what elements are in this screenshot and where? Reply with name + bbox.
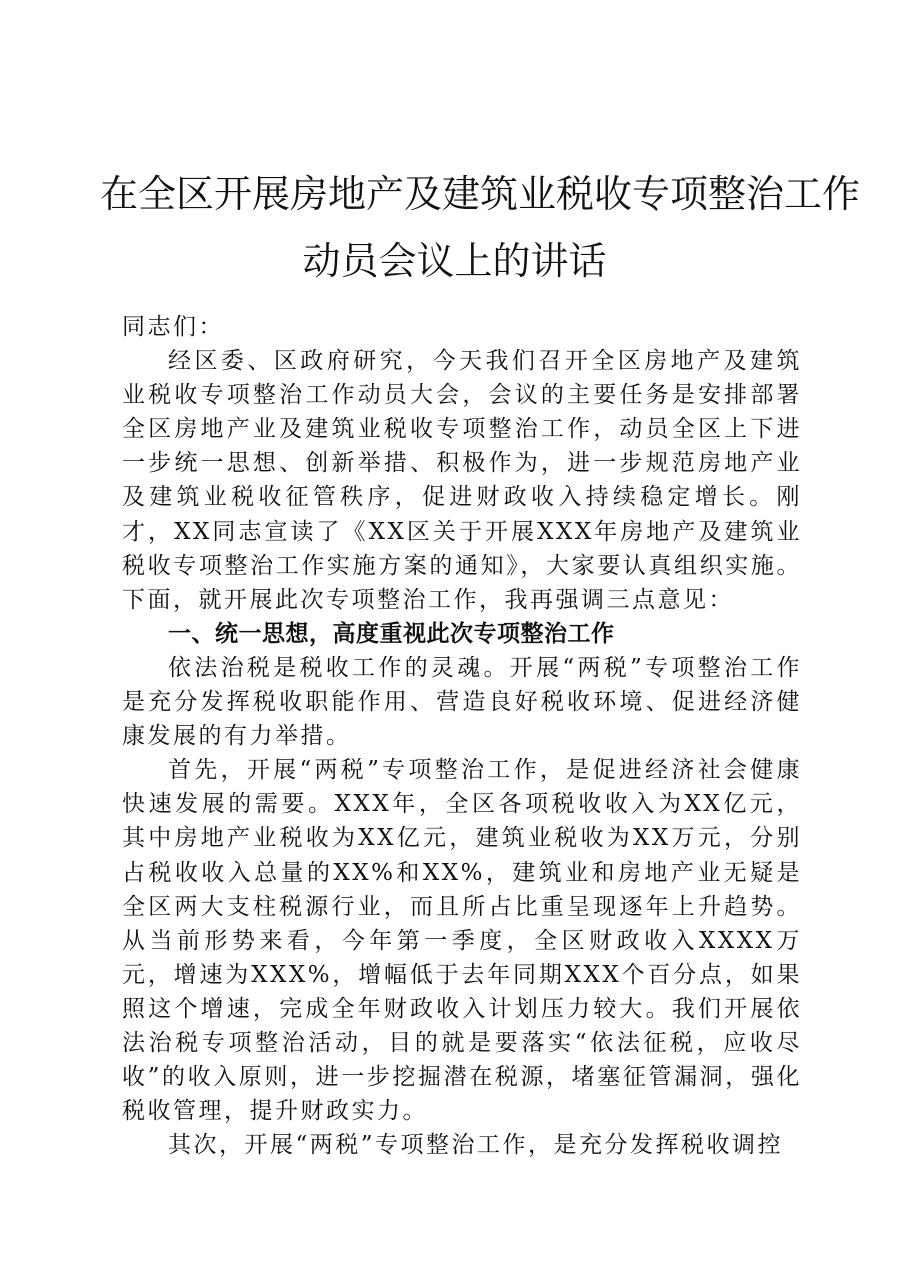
document-title-line-2: 动员会议上的讲话 (302, 239, 607, 283)
document-title-line-1: 在全区开展房地产及建筑业税收专项整治工作 (100, 172, 861, 216)
section-heading-1: 一、统一思想，高度重视此次专项整治工作 (168, 620, 615, 647)
paragraph-second: 其次，开展“两税”专项整治工作，是充分发挥税收调控 (168, 1132, 784, 1159)
paragraph-first: 首先，开展“两税”专项整治工作，是促进经济社会健康快速发展的需要。XXX年，全区各项税收收入为XX亿元，其中房地产业税收为XX亿元，建筑业税收为XX万元，分别占税收收入总量的XX%和XX%，建筑业和房地产业无疑是全区两大支柱税源行业，而且所占比重呈现逐年上升趋势。从当前形势来看，今年第一季度，全区财政收入XXXX万元，增速为XXX%，增幅低于去年同期XXX个百分点，如果照这个增速，完成全年财政收入计划压力较大。我们开展依法治税专项整治活动，目的就是要落实“依法征税，应收尽收”的收入原则，进一步挖掘潜在税源，堵塞征管漏洞，强化税收管理，提升财政实力。 (122, 757, 802, 1125)
document-body (122, 310, 802, 1162)
salutation: 同志们： (122, 314, 224, 340)
paragraph-rule-of-law: 依法治税是税收工作的灵魂。开展“两税”专项整治工作是充分发挥税收职能作用、营造良好税收环境、促进经济健康发展的有力举措。 (122, 654, 802, 750)
paragraph-intro: 经区委、区政府研究，今天我们召开全区房地产及建筑业税收专项整治工作动员大会，会议的主要任务是安排部署全区房地产业及建筑业税收专项整治工作，动员全区上下进一步统一思想、创新举措、积极作为，进一步规范房地产业及建筑业税收征管秩序，促进财政收入持续稳定增长。刚才，XX同志宣读了《XX区关于开展XXX年房地产及建筑业税收专项整治工作实施方案的通知》，大家要认真组织实施。下面，就开展此次专项整治工作，我再强调三点意见： (122, 348, 802, 613)
